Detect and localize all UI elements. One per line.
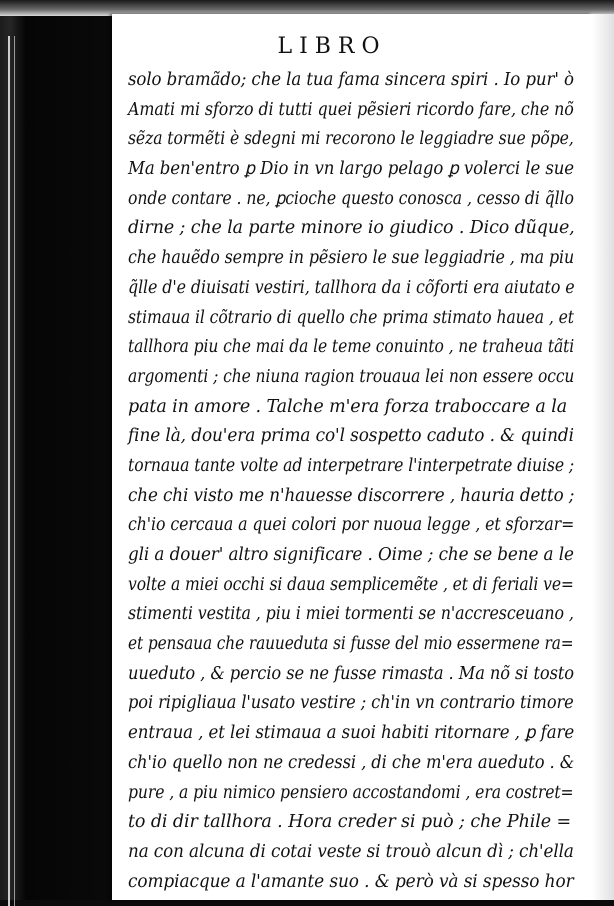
text-line: q̃lle d'e diuisati vestiri, tallhora da i cõforti era aiutato e	[128, 277, 575, 298]
text-line: dirne ; che la parte minore io giudico . Dico dũque,	[128, 218, 575, 239]
text-line: et pensaua che rauueduta si fusse del mio essermene ra=	[128, 634, 574, 655]
text-line: stimaua il cõtrario di quello che prima stimato hauea , et	[128, 307, 574, 328]
text-line: ch'io cercaua a quei colori por nuoua legge , et sforzar=	[128, 515, 575, 536]
text-line: pata in amore . Talche m'era forza traboccare a la	[128, 396, 568, 417]
text-line: che chi visto me n'hauesse discorrere , hauria detto ;	[128, 485, 575, 506]
body-text	[128, 66, 578, 897]
text-line: na con alcuna di cotai veste si trouò alcun dì ; ch'ella	[128, 841, 574, 862]
text-line: onde contare . ne, ꝑcioche questo conosca , cesso di q̃llo	[128, 188, 574, 209]
page-edge-line	[8, 36, 10, 906]
text-line: solo bramãdo; che la tua fama sincera spiri . Io pur' ò	[128, 70, 574, 90]
text-line: stimenti vestita , piu i miei tormenti se n'accresceuano ,	[128, 604, 574, 625]
text-line: Ma ben'entro ꝑ Dio in vn largo pelago ꝑ volerci le sue	[128, 159, 574, 180]
text-line: Amati mi sforzo di tutti quei pẽsieri ricordo fare, che nõ	[128, 99, 574, 120]
text-line: to di dir tallhora . Hora creder si può ; che Phile =	[128, 812, 572, 833]
text-line: volte a miei occhi si daua semplicemẽte , et di feriali ve=	[128, 574, 574, 595]
text-line: che hauẽdo sempre in pẽsiero le sue leggiadrie , ma piu	[128, 248, 575, 269]
text-line: fine là, dou'era prima co'l sospetto caduto . & quindi	[128, 426, 574, 447]
page-right-margin	[592, 14, 614, 900]
text-line: ch'io quello non ne credessi , di che m'era aueduto . &	[128, 752, 575, 773]
text-line: pure , a piu nimico pensiero accostandomi , era costret=	[128, 782, 574, 803]
page-edge-line	[14, 36, 15, 906]
text-line: gli a douer' altro significare . Oime ; che se bene a le	[128, 545, 574, 565]
text-line: argomenti ; che niuna ragion trouaua lei non essere occu	[128, 366, 575, 387]
text-line: poi ripigliaua l'usato vestire ; ch'in vn contrario timore	[128, 693, 574, 714]
running-header: LIBRO	[277, 34, 387, 59]
text-line: uueduto , & percio se ne fusse rimasta . Ma nõ si tosto	[128, 663, 574, 684]
text-line: tornaua tante volte ad interpetrare l'interpetrate diuise ;	[128, 455, 575, 476]
book-gutter	[0, 16, 120, 900]
text-line: entraua , et lei stimaua a suoi habiti ritornare , ꝑ fare	[128, 723, 575, 744]
text-line: compiacque a l'amante suo . & però và si spesso hor	[128, 871, 574, 892]
text-line: sẽza tormẽti è sdegni mi recorono le leggiadre sue põpe,	[128, 129, 574, 150]
text-page	[112, 14, 592, 900]
text-line: tallhora piu che mai da le teme conuinto , ne traheua tãti	[128, 337, 575, 358]
